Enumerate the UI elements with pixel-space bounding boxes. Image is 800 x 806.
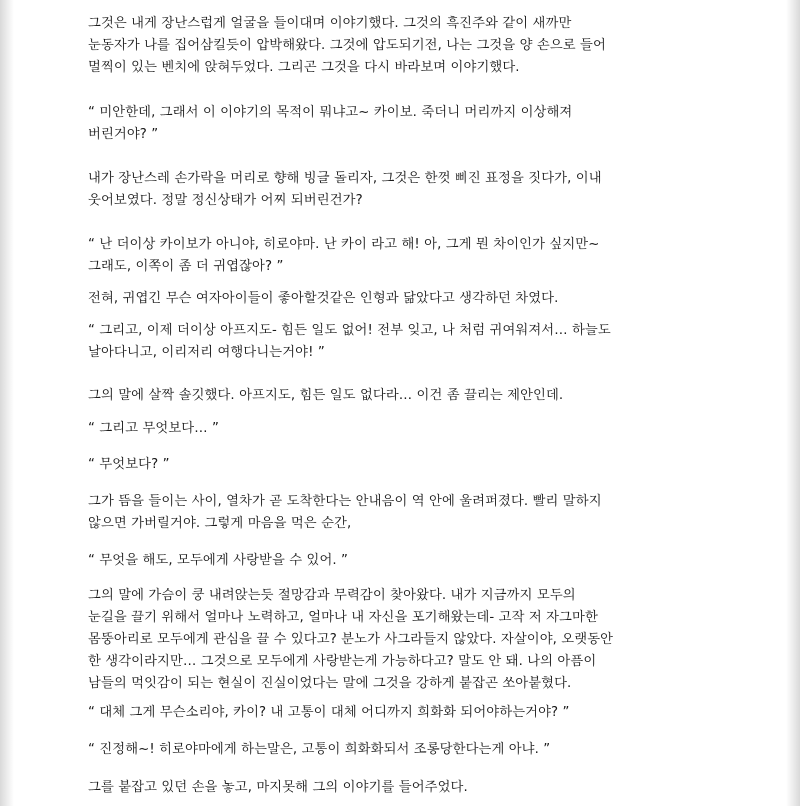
- paragraph: [88, 102, 572, 146]
- paragraph: [88, 234, 599, 278]
- text-line: 눈동자가 나를 집어삼킬듯이 압박해왔다. 그것에 압도되기전, 나는 그것을 양 손으로 들어: [88, 38, 606, 53]
- paragraph: [88, 491, 602, 535]
- paragraph: [88, 13, 606, 79]
- text-line: 그의 말에 살짝 솔깃했다. 아프지도, 힘든 일도 없다라… 이건 좀 끌리는 제안인데.: [88, 388, 564, 403]
- text-line: 몸뚱아리로 모두에게 관심을 끌 수 있다고? 분노가 사그라들지 않았다. 자살이야, 오랫동안: [88, 632, 614, 647]
- text-line: “ 진정해~! 히로야마에게 하는말은, 고통이 희화화되서 조롱당한다는게 아냐. ”: [88, 742, 551, 757]
- text-line: 그를 붙잡고 있던 손을 놓고, 마지못해 그의 이야기를 들어주었다.: [88, 780, 468, 795]
- text-line: “ 미안한데, 그래서 이 이야기의 목적이 뭐냐고~ 카이보. 죽더니 머리까지 이상해져: [88, 105, 573, 120]
- paragraph: [88, 777, 468, 799]
- text-line: 눈길을 끌기 위해서 얼마나 노력하고, 얼마나 내 자신을 포기해왔는데- 고작 저 자그마한: [88, 610, 598, 625]
- text-line: 날아다니고, 이리저리 여행다니는거야! ”: [88, 345, 325, 360]
- text-line: “ 무엇보다? ”: [88, 457, 170, 472]
- text-line: “ 난 더이상 카이보가 아니야, 히로야마. 난 카이 라고 해! 아, 그게 뭔 차이인가 싶지만~: [88, 237, 600, 252]
- paragraph: [88, 550, 348, 572]
- text-line: 멀찍이 있는 벤치에 앉혀두었다. 그리곤 그것을 다시 바라보며 이야기했다.: [88, 60, 520, 75]
- text-line: “ 그리고, 이제 더이상 아프지도- 힘든 일도 없어! 전부 잊고, 나 처럼 귀여워져서… 하늘도: [88, 323, 611, 338]
- paragraph: [88, 739, 550, 761]
- text-line: “ 대체 그게 무슨소리야, 카이? 내 고통이 대체 어디까지 희화화 되어야하는거야? ”: [88, 705, 570, 720]
- paragraph: [88, 585, 613, 695]
- text-line: 그의 말에 가슴이 쿵 내려앉는듯 절망감과 무력감이 찾아왔다. 내가 지금까지 모두의: [88, 588, 576, 603]
- text-line: 웃어보였다. 정말 정신상태가 어찌 되버린건가?: [88, 193, 363, 208]
- paragraph: [88, 288, 558, 310]
- text-line: 그것은 내게 장난스럽게 얼굴을 들이대며 이야기했다. 그것의 흑진주와 같이 새까만: [88, 16, 572, 31]
- text-line: 내가 장난스레 손가락을 머리로 향해 빙글 돌리자, 그것은 한껏 삐진 표정을 짓다가, 이내: [88, 171, 602, 186]
- text-line: 전혀, 귀엽긴 무슨 여자아이들이 좋아할것같은 인형과 닮았다고 생각하던 차였다.: [88, 291, 559, 306]
- paragraph: [88, 702, 570, 724]
- paragraph: [88, 168, 602, 212]
- page-edge-right: [786, 0, 800, 806]
- text-line: 그가 뜸을 들이는 사이, 열차가 곧 도착한다는 안내음이 역 안에 울려퍼졌다. 빨리 말하지: [88, 494, 602, 509]
- text-line: 남들의 먹잇감이 되는 현실이 진실이었다는 말에 그것을 강하게 붙잡곤 쏘아붙혔다.: [88, 676, 572, 691]
- paragraph: [88, 418, 219, 440]
- text-line: “ 무엇을 해도, 모두에게 사랑받을 수 있어. ”: [88, 553, 349, 568]
- page-edge-left: [0, 0, 14, 806]
- text-line: 그래도, 이쪽이 좀 더 귀엽잖아? ”: [88, 259, 284, 274]
- text-line: 않으면 가버릴거야. 그렇게 마음을 먹은 순간,: [88, 516, 352, 531]
- text-line: 한 생각이라지만… 그것으로 모두에게 사랑받는게 가능하다고? 말도 안 돼. 나의 아픔이: [88, 654, 597, 669]
- paragraph: [88, 454, 170, 476]
- paragraph: [88, 320, 611, 364]
- text-line: “ 그리고 무엇보다… ”: [88, 421, 219, 436]
- paragraph: [88, 385, 563, 407]
- text-line: 버린거야? ”: [88, 127, 159, 142]
